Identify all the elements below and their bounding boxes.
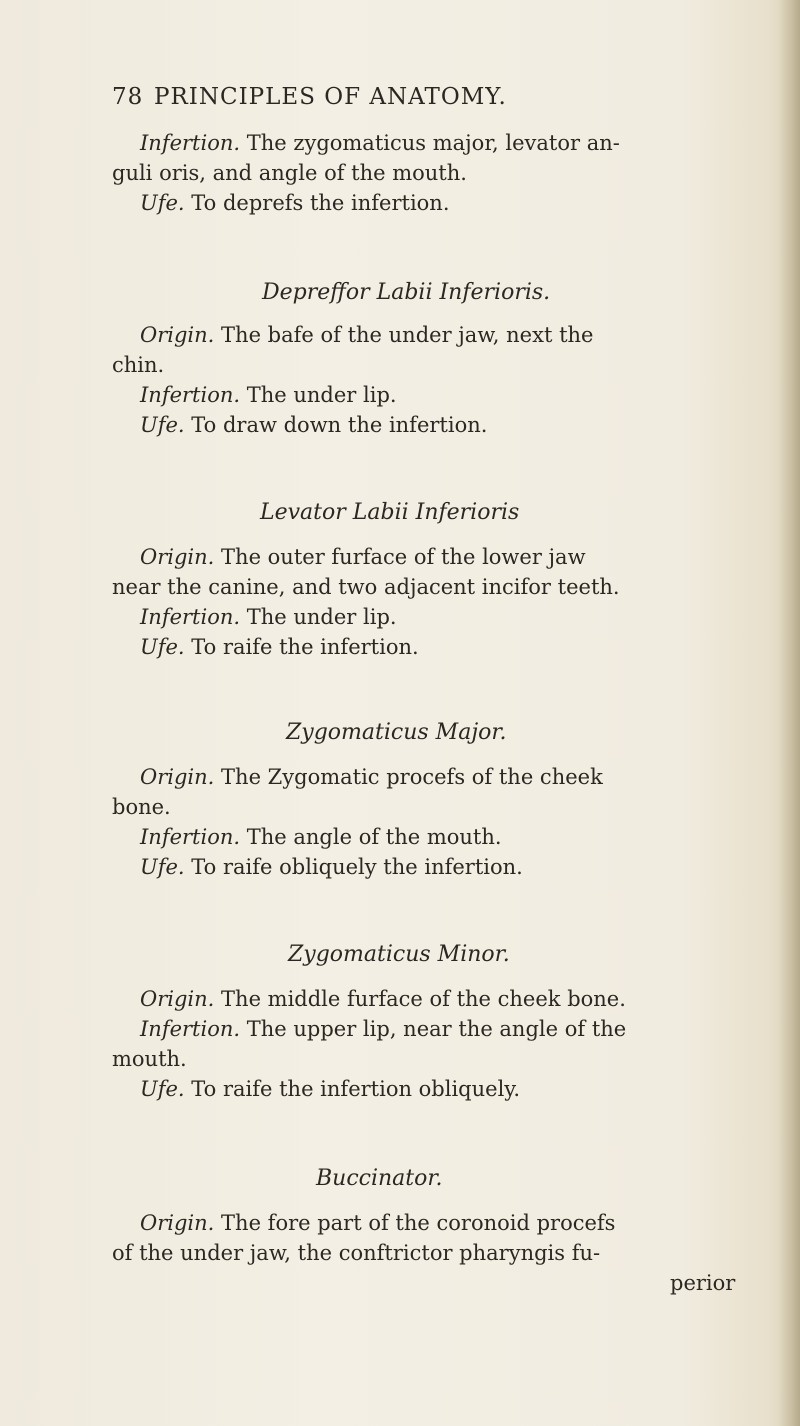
muscle-entry-depressor — [112, 320, 740, 440]
insertion-label: Infertion. — [140, 605, 241, 629]
use-label: Ufe. — [140, 635, 185, 659]
catchword: perior — [670, 1271, 736, 1295]
use-line — [140, 1074, 740, 1104]
origin-continuation: near the canine, and two adjacent incifor teeth. — [112, 575, 620, 599]
origin-continuation: chin. — [112, 353, 165, 377]
origin-line — [140, 984, 740, 1014]
use-line — [140, 852, 740, 882]
running-title: PRINCIPLES OF ANATOMY. — [154, 84, 507, 110]
muscle-heading-levator: Levator Labii Inferioris — [260, 500, 520, 525]
origin-line — [140, 762, 740, 792]
use-text: To raife the infertion obliquely. — [191, 1077, 521, 1101]
origin-line — [140, 542, 740, 572]
muscle-entry-levator — [112, 542, 740, 662]
use-line — [140, 188, 740, 218]
insertion-line — [140, 602, 740, 632]
muscle-entry-zygomaticus-minor — [112, 984, 740, 1104]
use-text: To draw down the infertion. — [191, 413, 488, 437]
use-text: To deprefs the infertion. — [191, 191, 450, 215]
origin-text: The middle furface of the cheek bone. — [221, 987, 626, 1011]
insertion-line — [140, 822, 740, 852]
insertion-label: Infertion. — [140, 131, 241, 155]
use-text: To raife obliquely the infertion. — [191, 855, 523, 879]
page-edge-shadow — [778, 0, 800, 1426]
continued-entry — [112, 128, 740, 218]
muscle-heading-buccinator: Buccinator. — [316, 1166, 443, 1191]
origin-text: The bafe of the under jaw, next the — [221, 323, 594, 347]
use-label: Ufe. — [140, 191, 185, 215]
muscle-heading-depressor: Depreffor Labii Inferioris. — [262, 280, 551, 305]
page-number: 78 — [112, 84, 144, 110]
origin-label: Origin. — [140, 987, 215, 1011]
origin-text: The outer furface of the lower jaw — [221, 545, 586, 569]
insertion-text: The under lip. — [246, 383, 397, 407]
origin-text: The fore part of the coronoid procefs — [221, 1211, 616, 1235]
muscle-entry-zygomaticus-major — [112, 762, 740, 882]
origin-label: Origin. — [140, 1211, 215, 1235]
origin-line — [140, 1208, 740, 1238]
muscle-heading-zygomaticus-minor: Zygomaticus Minor. — [288, 942, 510, 967]
use-line — [140, 410, 740, 440]
insertion-label: Infertion. — [140, 825, 241, 849]
muscle-entry-buccinator — [112, 1208, 740, 1298]
running-header — [112, 84, 712, 116]
origin-label: Origin. — [140, 765, 215, 789]
insertion-text: The angle of the mouth. — [246, 825, 502, 849]
origin-text: The Zygomatic procefs of the cheek — [221, 765, 603, 789]
insertion-continuation: guli oris, and angle of the mouth. — [112, 161, 467, 185]
insertion-continuation: mouth. — [112, 1047, 187, 1071]
insertion-line — [140, 128, 740, 158]
use-line — [140, 632, 740, 662]
muscle-heading-zygomaticus-major: Zygomaticus Major. — [286, 720, 507, 745]
origin-label: Origin. — [140, 545, 215, 569]
use-text: To raife the infertion. — [191, 635, 419, 659]
insertion-text: The under lip. — [246, 605, 397, 629]
insertion-line — [140, 380, 740, 410]
use-label: Ufe. — [140, 1077, 185, 1101]
insertion-label: Infertion. — [140, 1017, 241, 1041]
origin-continuation: of the under jaw, the conftrictor pharyngis fu- — [112, 1241, 601, 1265]
insertion-label: Infertion. — [140, 383, 241, 407]
origin-label: Origin. — [140, 323, 215, 347]
insertion-line — [140, 1014, 740, 1044]
use-label: Ufe. — [140, 413, 185, 437]
origin-continuation: bone. — [112, 795, 171, 819]
origin-line — [140, 320, 740, 350]
use-label: Ufe. — [140, 855, 185, 879]
insertion-text: The upper lip, near the angle of the — [246, 1017, 627, 1041]
insertion-text: The zygomaticus major, levator an- — [246, 131, 620, 155]
